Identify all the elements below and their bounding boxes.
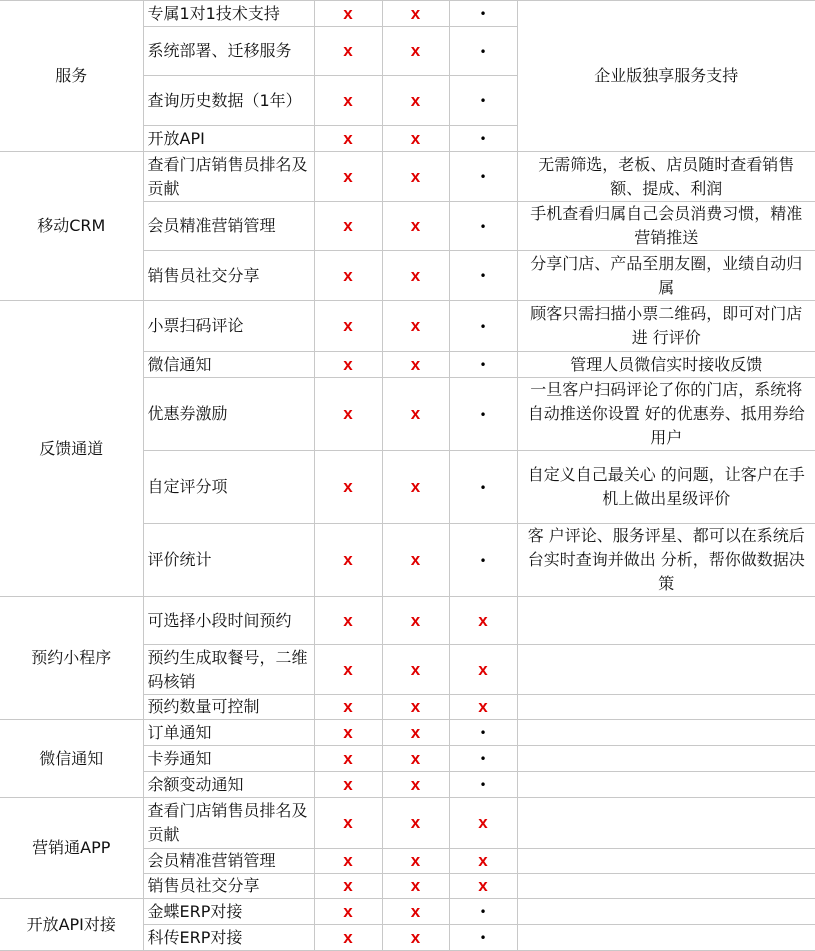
available-mark: • (479, 778, 487, 792)
feature-cell: 查看门店销售员排名及贡献 (143, 798, 314, 849)
description-cell (517, 874, 815, 899)
feature-cell: 自定评分项 (143, 451, 314, 524)
mark-cell (382, 772, 449, 798)
mark-cell (314, 695, 382, 720)
mark-cell (314, 202, 382, 251)
mark-cell (382, 798, 449, 849)
description-cell: 自定义自己最关心 的问题，让客户在手机上做出星级评价 (517, 451, 815, 524)
available-mark: • (479, 132, 487, 146)
unavailable-mark: x (343, 722, 353, 742)
mark-cell (314, 27, 382, 76)
mark-cell (449, 798, 517, 849)
unavailable-mark: x (410, 404, 421, 423)
unavailable-mark: x (410, 697, 421, 716)
unavailable-mark: x (410, 774, 421, 794)
unavailable-mark: x (410, 316, 421, 335)
unavailable-mark: x (478, 876, 488, 895)
description-cell (517, 746, 815, 772)
mark-cell (382, 251, 449, 301)
description-cell (517, 597, 815, 645)
unavailable-mark: x (410, 659, 421, 679)
feature-cell: 预约生成取餐号，二维码核销 (143, 645, 314, 695)
mark-cell (382, 352, 449, 378)
unavailable-mark: x (343, 216, 353, 235)
mark-cell (382, 301, 449, 352)
unavailable-mark: x (343, 813, 353, 832)
feature-cell: 查看门店销售员排名及贡献 (143, 152, 314, 202)
unavailable-mark: x (343, 901, 353, 921)
table-row (0, 301, 815, 352)
category-cell: 预约小程序 (0, 597, 143, 720)
mark-cell (382, 378, 449, 451)
mark-cell (449, 925, 517, 951)
mark-cell (314, 76, 382, 126)
available-mark: • (479, 44, 487, 59)
unavailable-mark: x (343, 748, 353, 768)
available-mark: • (479, 358, 487, 372)
description-cell (517, 772, 815, 798)
mark-cell (314, 925, 382, 951)
unavailable-mark: x (343, 610, 353, 630)
mark-cell (449, 27, 517, 76)
mark-cell (314, 798, 382, 849)
unavailable-mark: x (343, 697, 353, 716)
table-row (0, 1, 815, 27)
description-cell: 分享门店、产品至朋友圈，业绩自动归属 (517, 251, 815, 301)
description-cell (517, 899, 815, 925)
description-cell (517, 798, 815, 849)
feature-cell: 销售员社交分享 (143, 874, 314, 899)
mark-cell (382, 874, 449, 899)
mark-cell (382, 451, 449, 524)
description-cell: 顾客只需扫描小票二维码，即可对门店进 行评价 (517, 301, 815, 352)
unavailable-mark: x (478, 610, 488, 630)
mark-cell (314, 849, 382, 874)
unavailable-mark: x (343, 316, 353, 335)
available-mark: • (479, 480, 487, 495)
table-row (0, 152, 815, 202)
mark-cell (449, 378, 517, 451)
feature-cell: 专属1对1技术支持 (143, 1, 314, 27)
table-body (0, 1, 815, 951)
mark-cell (382, 524, 449, 597)
unavailable-mark: x (343, 3, 353, 23)
mark-cell (449, 352, 517, 378)
unavailable-mark: x (343, 90, 353, 110)
category-cell: 微信通知 (0, 720, 143, 798)
unavailable-mark: x (478, 697, 488, 716)
feature-cell: 微信通知 (143, 352, 314, 378)
mark-cell (449, 1, 517, 27)
mark-cell (314, 899, 382, 925)
available-mark: • (479, 726, 487, 740)
unavailable-mark: x (410, 3, 421, 23)
unavailable-mark: x (410, 927, 421, 947)
unavailable-mark: x (410, 354, 421, 374)
description-cell (517, 720, 815, 746)
unavailable-mark: x (478, 851, 488, 870)
feature-cell: 系统部署、迁移服务 (143, 27, 314, 76)
mark-cell (314, 378, 382, 451)
mark-cell (449, 874, 517, 899)
mark-cell (449, 524, 517, 597)
unavailable-mark: x (410, 813, 421, 832)
unavailable-mark: x (410, 216, 421, 235)
unavailable-mark: x (410, 166, 421, 186)
feature-cell: 会员精准营销管理 (143, 849, 314, 874)
feature-cell: 开放API (143, 126, 314, 152)
unavailable-mark: x (410, 876, 421, 895)
category-cell: 服务 (0, 1, 143, 152)
mark-cell (382, 746, 449, 772)
unavailable-mark: x (343, 851, 353, 870)
feature-cell: 可选择小段时间预约 (143, 597, 314, 645)
mark-cell (449, 301, 517, 352)
mark-cell (314, 645, 382, 695)
mark-cell (449, 202, 517, 251)
mark-cell (314, 301, 382, 352)
available-mark: • (479, 752, 487, 766)
feature-cell: 优惠券激励 (143, 378, 314, 451)
mark-cell (449, 720, 517, 746)
mark-cell (314, 451, 382, 524)
unavailable-mark: x (410, 722, 421, 742)
mark-cell (382, 899, 449, 925)
available-mark: • (479, 7, 487, 21)
unavailable-mark: x (410, 265, 421, 285)
feature-cell: 评价统计 (143, 524, 314, 597)
unavailable-mark: x (410, 901, 421, 921)
unavailable-mark: x (410, 477, 421, 496)
unavailable-mark: x (343, 404, 353, 423)
mark-cell (382, 925, 449, 951)
available-mark: • (479, 931, 487, 945)
feature-cell: 预约数量可控制 (143, 695, 314, 720)
mark-cell (449, 451, 517, 524)
feature-cell: 会员精准营销管理 (143, 202, 314, 251)
category-cell: 反馈通道 (0, 301, 143, 597)
mark-cell (382, 27, 449, 76)
mark-cell (382, 720, 449, 746)
table-row (0, 899, 815, 925)
mark-cell (449, 899, 517, 925)
mark-cell (449, 746, 517, 772)
unavailable-mark: x (478, 813, 488, 832)
unavailable-mark: x (478, 659, 488, 679)
unavailable-mark: x (410, 90, 421, 110)
mark-cell (449, 76, 517, 126)
unavailable-mark: x (343, 876, 353, 895)
mark-cell (382, 202, 449, 251)
mark-cell (382, 849, 449, 874)
mark-cell (314, 874, 382, 899)
mark-cell (314, 772, 382, 798)
mark-cell (449, 152, 517, 202)
mark-cell (314, 746, 382, 772)
mark-cell (314, 251, 382, 301)
unavailable-mark: x (343, 659, 353, 679)
mark-cell (382, 126, 449, 152)
available-mark: • (479, 269, 487, 283)
available-mark: • (479, 407, 487, 422)
available-mark: • (479, 170, 487, 184)
feature-cell: 小票扫码评论 (143, 301, 314, 352)
unavailable-mark: x (410, 610, 421, 630)
description-cell: 客 户评论、服务评星、都可以在系统后台实时查询并做出 分析，帮你做数据决策 (517, 524, 815, 597)
mark-cell (382, 1, 449, 27)
table-row (0, 720, 815, 746)
description-cell (517, 849, 815, 874)
mark-cell (382, 695, 449, 720)
unavailable-mark: x (343, 41, 353, 60)
mark-cell (382, 645, 449, 695)
available-mark: • (479, 905, 487, 919)
unavailable-mark: x (343, 166, 353, 186)
description-cell (517, 925, 815, 951)
description-cell: 手机查看归属自己会员消费习惯，精准营销推送 (517, 202, 815, 251)
feature-cell: 余额变动通知 (143, 772, 314, 798)
unavailable-mark: x (410, 851, 421, 870)
category-cell: 开放API对接 (0, 899, 143, 951)
mark-cell (449, 597, 517, 645)
available-mark: • (479, 219, 487, 234)
mark-cell (314, 1, 382, 27)
description-cell: 企业版独享服务支持 (517, 1, 815, 152)
description-cell (517, 695, 815, 720)
table-row (0, 597, 815, 645)
description-cell: 一旦客户扫码评论了你的门店，系统将自动推送你设置 好的优惠券、抵用券给用户 (517, 378, 815, 451)
unavailable-mark: x (343, 550, 353, 569)
table-row (0, 798, 815, 849)
unavailable-mark: x (343, 128, 353, 148)
unavailable-mark: x (343, 927, 353, 947)
unavailable-mark: x (410, 748, 421, 768)
feature-cell: 卡券通知 (143, 746, 314, 772)
mark-cell (314, 597, 382, 645)
mark-cell (382, 597, 449, 645)
description-cell: 管理人员微信实时接收反馈 (517, 352, 815, 378)
mark-cell (449, 695, 517, 720)
unavailable-mark: x (410, 41, 421, 60)
category-cell: 移动CRM (0, 152, 143, 301)
mark-cell (382, 76, 449, 126)
description-cell: 无需筛选，老板、店员随时查看销售额、提成、利润 (517, 152, 815, 202)
mark-cell (449, 849, 517, 874)
mark-cell (449, 772, 517, 798)
available-mark: • (479, 319, 487, 334)
unavailable-mark: x (343, 354, 353, 374)
mark-cell (314, 352, 382, 378)
feature-cell: 金蝶ERP对接 (143, 899, 314, 925)
feature-cell: 科传ERP对接 (143, 925, 314, 951)
mark-cell (382, 152, 449, 202)
mark-cell (449, 251, 517, 301)
unavailable-mark: x (410, 128, 421, 148)
available-mark: • (479, 553, 487, 568)
unavailable-mark: x (343, 265, 353, 285)
mark-cell (314, 152, 382, 202)
available-mark: • (479, 94, 487, 108)
mark-cell (314, 524, 382, 597)
mark-cell (314, 720, 382, 746)
description-cell (517, 645, 815, 695)
mark-cell (449, 126, 517, 152)
feature-cell: 订单通知 (143, 720, 314, 746)
mark-cell (449, 645, 517, 695)
feature-cell: 查询历史数据（1年） (143, 76, 314, 126)
category-cell: 营销通APP (0, 798, 143, 899)
mark-cell (314, 126, 382, 152)
feature-cell: 销售员社交分享 (143, 251, 314, 301)
unavailable-mark: x (410, 550, 421, 569)
unavailable-mark: x (343, 774, 353, 794)
unavailable-mark: x (343, 477, 353, 496)
